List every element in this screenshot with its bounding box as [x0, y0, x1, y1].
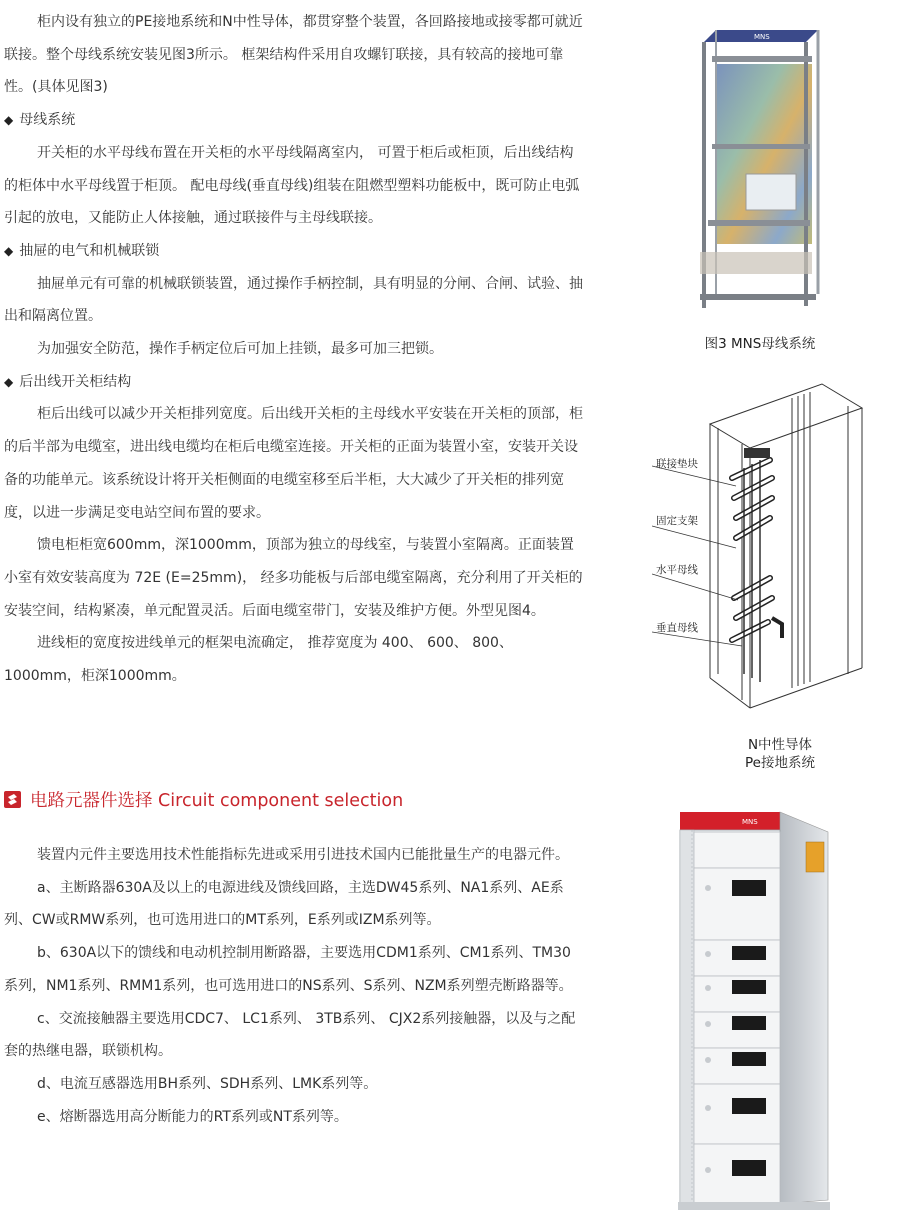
paragraph-fuse: e、熔断器选用高分断能力的RT系列或NT系列等。 [37, 1108, 348, 1125]
fig4-caption-line2: Pe接地系统 [745, 755, 815, 771]
fig3-label: MNS [754, 33, 770, 41]
figure-mns-cabinet [678, 808, 834, 1212]
paragraph-feeder-dimensions: 馈电柜柜宽600mm，深1000mm，顶部为独立的母线室，与装置小室隔离。正面装置小室有效安装高度为 72E (E=25mm)， 经多功能板与后部电缆室隔离，充分利用了开关柜的安装空间，结构紧凑，单元配置灵活。后面电缆室带门，安装及维护方便。外型见图4。 [4, 537, 583, 619]
callout-fixed-bracket: 固定支架 [656, 515, 698, 527]
figure-rear-outlet-cabinet [652, 378, 874, 728]
section-circuit-components [4, 839, 584, 1133]
figure-mns-busbar-frame [694, 24, 824, 310]
paragraph-interlock: 抽屉单元有可靠的机械联锁装置，通过操作手柄控制，具有明显的分闸、合闸、试验、抽出和隔离位置。 [4, 275, 583, 325]
fig3-caption: 图3 MNS母线系统 [704, 336, 816, 352]
callout-horizontal-busbar: 水平母线 [656, 564, 698, 576]
fig4-caption-line1: N中性导体 [747, 737, 813, 753]
section-heading-circuit-components [4, 785, 403, 813]
paragraph-contactor: c、交流接触器主要选用CDC7、 LC1系列、 3TB系列、 CJX2系列接触器，以及与之配套的热继电器，联锁机构。 [4, 1010, 576, 1060]
fig5-label: MNS [742, 818, 758, 826]
paragraph-incoming-width: 进线柜的宽度按进线单元的框架电流确定， 推荐宽度为 400、 600、 800、1000mm，柜深1000mm。 [4, 635, 513, 685]
paragraph-main-breaker: a、主断路器630A及以上的电源进线及馈线回路，主选DW45系列、NA1系列、AE系列、CW或RMW系列，也可选用进口的MT系列，E系列或IZM系列等。 [4, 879, 564, 929]
heading-busbar-system: ◆ 母线系统 [4, 104, 584, 137]
paragraph-current-transformer: d、电流互感器选用BH系列、SDH系列、LMK系列等。 [37, 1075, 378, 1092]
section-heading-icon [4, 791, 21, 808]
mns-cabinet-image [678, 808, 834, 1212]
fig4-caption [700, 736, 860, 772]
heading-rear-outlet: ◆ 后出线开关柜结构 [4, 366, 584, 399]
heading-drawer-interlock: ◆ 抽屉的电气和机械联锁 [4, 235, 584, 268]
callout-vertical-busbar: 垂直母线 [656, 622, 698, 634]
section-cabinet-structure [4, 6, 584, 693]
paragraph-grounding: 柜内设有独立的PE接地系统和N中性导体，都贯穿整个装置，各回路接地或接零都可就近联接。整个母线系统安装见图3所示。 框架结构件采用自攻螺钉联接，具有较高的接地可靠性。(具体见图3) [4, 14, 583, 96]
paragraph-busbar: 开关柜的水平母线布置在开关柜的水平母线隔离室内， 可置于柜后或柜顶，后出线结构的柜体中水平母线置于柜顶。 配电母线(垂直母线)组装在阻燃型塑料功能板中，既可防止电弧引起的放电，又能防止人体接触，通过联接件与主母线联接。 [4, 144, 580, 227]
paragraph-feeder-breaker: b、630A以下的馈线和电动机控制用断路器，主要选用CDM1系列、CM1系列、TM30系列，NM1系列、RMM1系列，也可选用进口的NS系列、S系列、NZM系列塑壳断路器等。 [4, 945, 573, 994]
section-heading-text: 电路元器件选择 Circuit component selection [30, 790, 404, 811]
callout-connecting-pad: 联接垫块 [656, 458, 698, 470]
busbar-frame-image [694, 24, 824, 310]
paragraph-component-intro: 装置内元件主要选用技术性能指标先进或采用引进技术国内已能批量生产的电器元件。 [37, 847, 569, 863]
paragraph-padlock: 为加强安全防范，操作手柄定位后可加上挂锁，最多可加三把锁。 [37, 341, 443, 358]
paragraph-rear-outlet: 柜后出线可以减少开关柜排列宽度。后出线开关柜的主母线水平安装在开关柜的顶部，柜的后半部为电缆室，进出线电缆均在柜后电缆室连接。开关柜的正面为装置小室，安装开关设备的功能单元。该系统设计将开关柜侧面的电缆室移至后半柜，大大减少了开关柜的排列宽度，以进一步满足变电站空间布置的要求。 [4, 406, 583, 521]
cabinet-line-drawing [652, 378, 874, 728]
